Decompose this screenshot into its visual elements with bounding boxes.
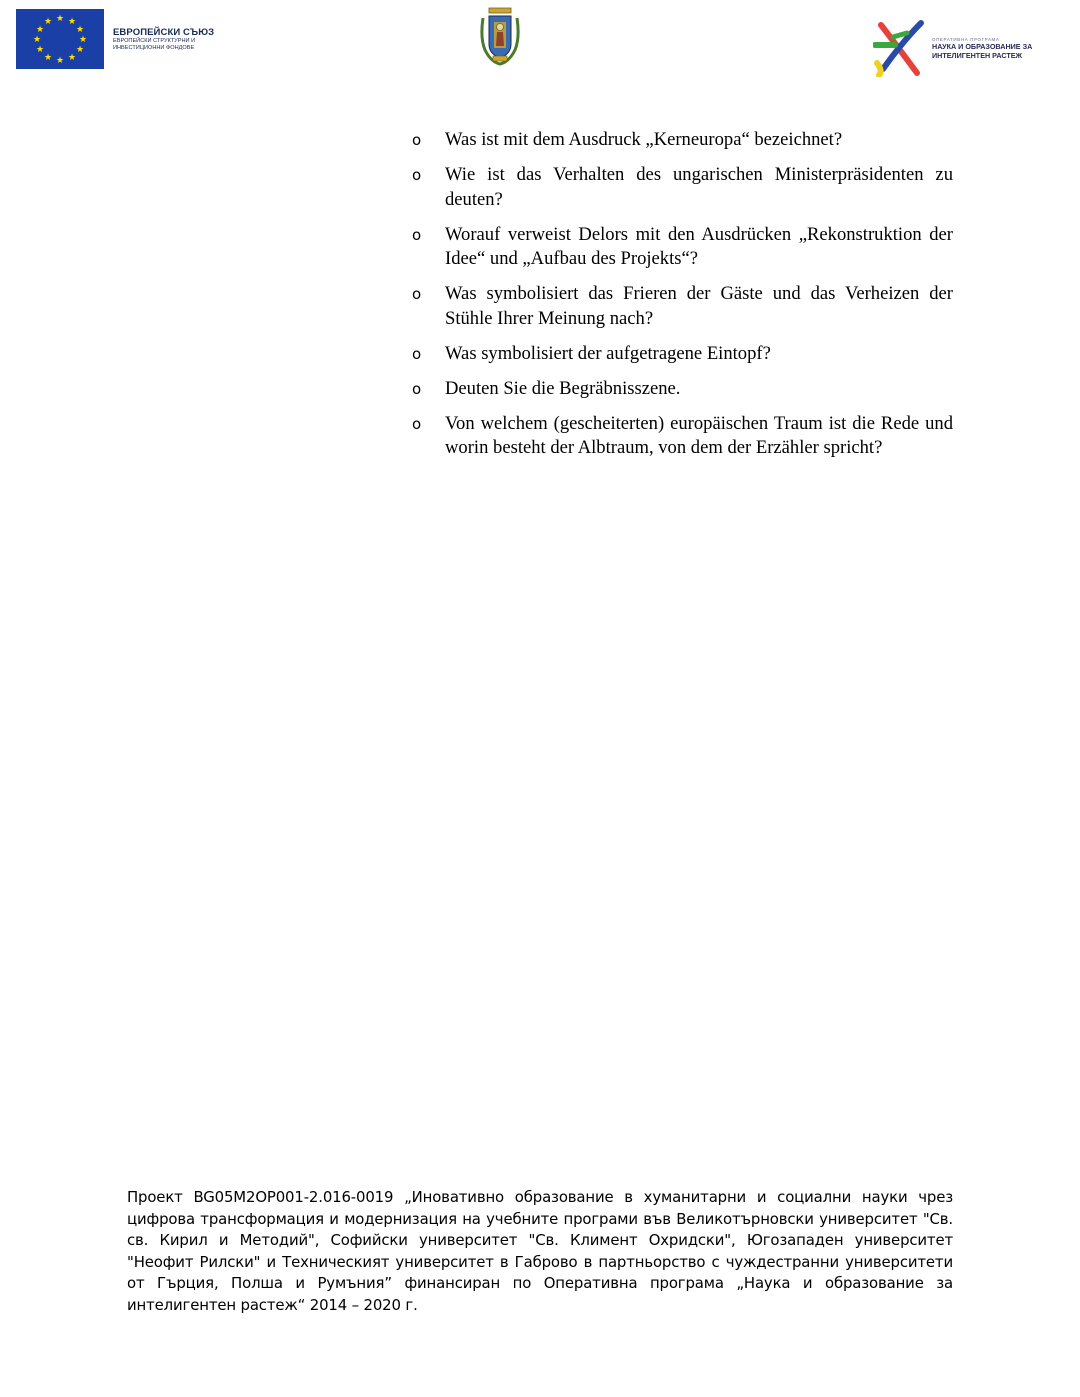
project-footer: Проект BG05M2OP001-2.016-0019 „Иновативно образование в хуманитарни и социални науки чрез цифрова трансформация и модернизация на учебните програми във Великотърновски университет "Св. св. Кирил и Методий", Софийски университет "Св. Климент Охридски", Югозападен университет "Неофит Рилски" и Техническият университет в Габрово в партньорство с чуждестранни университети от Гърция, Полша и Румъния” финансиран по Оперативна програма „Наука и образование за интелигентен растеж“ 2014 – 2020 г.	[127, 1188, 953, 1314]
op-logo-line1: ОПЕРАТИВНА ПРОГРАМА	[932, 36, 1000, 42]
bullet-icon: o	[412, 344, 422, 363]
eu-logo	[16, 9, 214, 69]
op-logo-line2: НАУКА И ОБРАЗОВАНИЕ ЗА	[932, 41, 1033, 51]
op-program-icon	[873, 19, 929, 77]
bullet-icon: o	[412, 225, 422, 244]
list-item	[412, 342, 953, 367]
bullet-icon: o	[412, 131, 422, 149]
question-text: Was symbolisiert der aufgetragene Eintopf?	[445, 342, 771, 364]
list-item	[412, 282, 953, 331]
list-item	[412, 223, 953, 272]
op-logo	[873, 19, 1032, 77]
question-text: Was symbolisiert das Frieren der Gäste und das Verheizen der Stühle Ihrer Meinung nach?	[445, 283, 953, 329]
eu-logo-text	[113, 27, 214, 51]
crest-icon	[475, 4, 525, 66]
eu-logo-line2: ЕВРОПЕЙСКИ СТРУКТУРНИ И	[113, 37, 196, 44]
eu-flag-icon: ★ ★ ★ ★ ★ ★ ★ ★ ★ ★ ★ ★	[16, 9, 104, 69]
list-item	[412, 377, 953, 402]
eu-logo-line1: ЕВРОПЕЙСКИ СЪЮЗ	[113, 26, 215, 38]
question-text: Was ist mit dem Ausdruck „Kerneuropa“ bezeichnet?	[445, 129, 843, 150]
question-text: Worauf verweist Delors mit den Ausdrücken „Rekonstruktion der Idee“ und „Aufbau des Projekts“?	[445, 223, 953, 269]
eu-logo-line3: ИНВЕСТИЦИОННИ ФОНДОВЕ	[113, 44, 195, 51]
question-list	[412, 128, 953, 471]
question-text: Deuten Sie die Begräbnisszene.	[445, 377, 681, 399]
list-item	[412, 163, 953, 212]
op-logo-text	[932, 37, 1032, 60]
op-logo-line3: ИНТЕЛИГЕНТЕН РАСТЕЖ	[932, 50, 1023, 60]
question-text: Von welchem (gescheiterten) europäischen Traum ist die Rede und worin besteht der Albtraum, von dem der Erzähler spricht?	[445, 412, 953, 458]
list-item	[412, 412, 953, 461]
bullet-icon: o	[412, 285, 422, 303]
bullet-icon: o	[412, 166, 422, 184]
bullet-icon: o	[412, 414, 422, 433]
question-text: Wie ist das Verhalten des ungarischen Ministerpräsidenten zu deuten?	[445, 164, 953, 210]
bullet-icon: o	[412, 379, 422, 398]
list-item	[412, 128, 953, 153]
